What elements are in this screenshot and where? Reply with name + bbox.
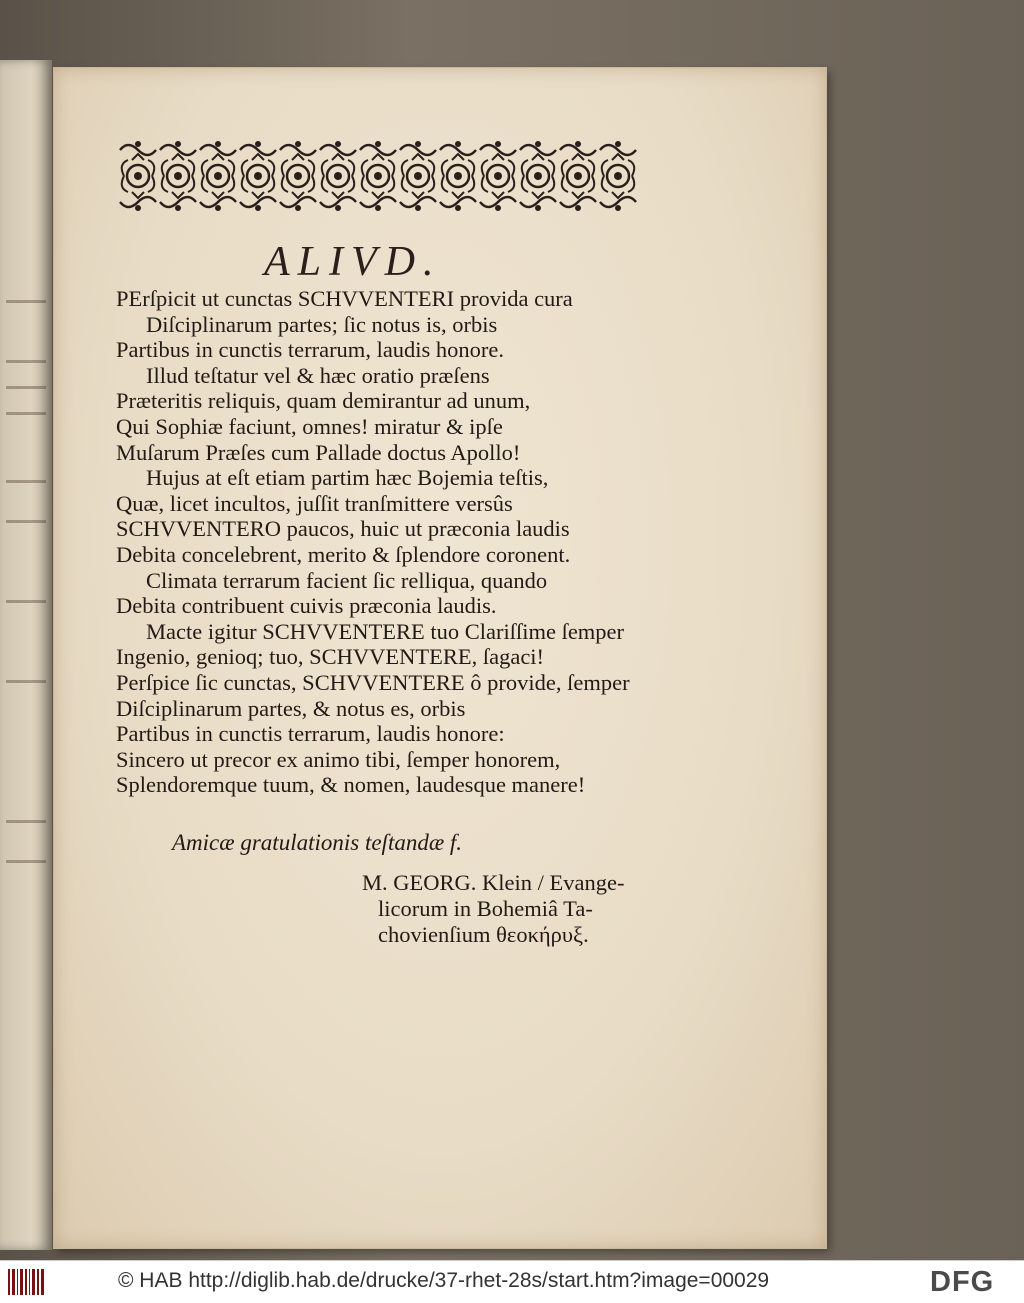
poem-line: Præteritis reliquis, quam demirantur ad unum,: [116, 388, 531, 414]
poem-body: [116, 286, 756, 798]
poem-line: Debita concelebrent, merito & ſplendore coronent.: [116, 541, 571, 567]
viewer-footer: [0, 1260, 1024, 1303]
section-heading: ALIVD.: [264, 239, 442, 285]
poem-line: Qui Sophiæ faciunt, omnes! miratur & ipſe: [116, 413, 503, 439]
poem-line: Diſciplinarum partes; ſic notus is, orbis: [146, 311, 498, 337]
poem-line: Quæ, licet incultos, juſſit tranſmittere versûs: [116, 490, 513, 516]
poem-line: Climata terrarum facient ſic relliqua, quando: [146, 567, 548, 593]
copyright-link[interactable]: © HAB http://diglib.hab.de/drucke/37-rhet-28s/start.htm?image=00029: [118, 1269, 770, 1292]
poem-line: Partibus in cunctis terrarum, laudis honore:: [116, 721, 505, 747]
signature-line: licorum in Bohemiâ Ta-: [378, 896, 593, 921]
poem-line: Debita contribuent cuivis præconia laudis.: [116, 593, 497, 619]
poem-line: Macte igitur SCHVVENTERE tuo Clariſſime ſemper: [146, 618, 625, 644]
poem-line: Perſpice ſic cunctas, SCHVVENTERE ô provide, ſemper: [116, 669, 630, 695]
poem-line: SCHVVENTERO paucos, huic ut præconia laudis: [116, 516, 570, 542]
poem-line: Diſciplinarum partes, & notus es, orbis: [116, 695, 466, 721]
poem-line: Sincero ut precor ex animo tibi, ſemper honorem,: [116, 746, 561, 772]
poem-line: Ingenio, genioq; tuo, SCHVVENTERE, ſagaci!: [116, 644, 545, 670]
signature-line: M. GEORG. Klein / Evange-: [362, 870, 625, 895]
book-page: [54, 68, 826, 1248]
signature-line: chovienſium θεοκήρυξ.: [378, 922, 589, 947]
poem-line: Muſarum Præſes cum Pallade doctus Apollo!: [116, 439, 521, 465]
poem-line: Hujus at eſt etiam partim hæc Bojemia teſtis,: [146, 465, 549, 491]
poem-line: PErſpicit ut cunctas SCHVVENTERI provida cura: [116, 286, 573, 311]
dfg-logo: DFG: [930, 1266, 995, 1298]
poem-line: Illud teſtatur vel & hæc oratio præſens: [146, 362, 490, 388]
poem-line: Partibus in cunctis terrarum, laudis honore.: [116, 337, 505, 363]
author-signature: [362, 870, 682, 948]
adjacent-page-edge: [0, 60, 52, 1250]
closing-dedication: Amicæ gratulationis teſtandæ f.: [172, 830, 463, 855]
barcode-icon: [6, 1267, 46, 1297]
poem-line: Splendoremque tuum, & nomen, laudesque manere!: [116, 772, 586, 798]
decorative-border-ornament: [118, 136, 656, 216]
